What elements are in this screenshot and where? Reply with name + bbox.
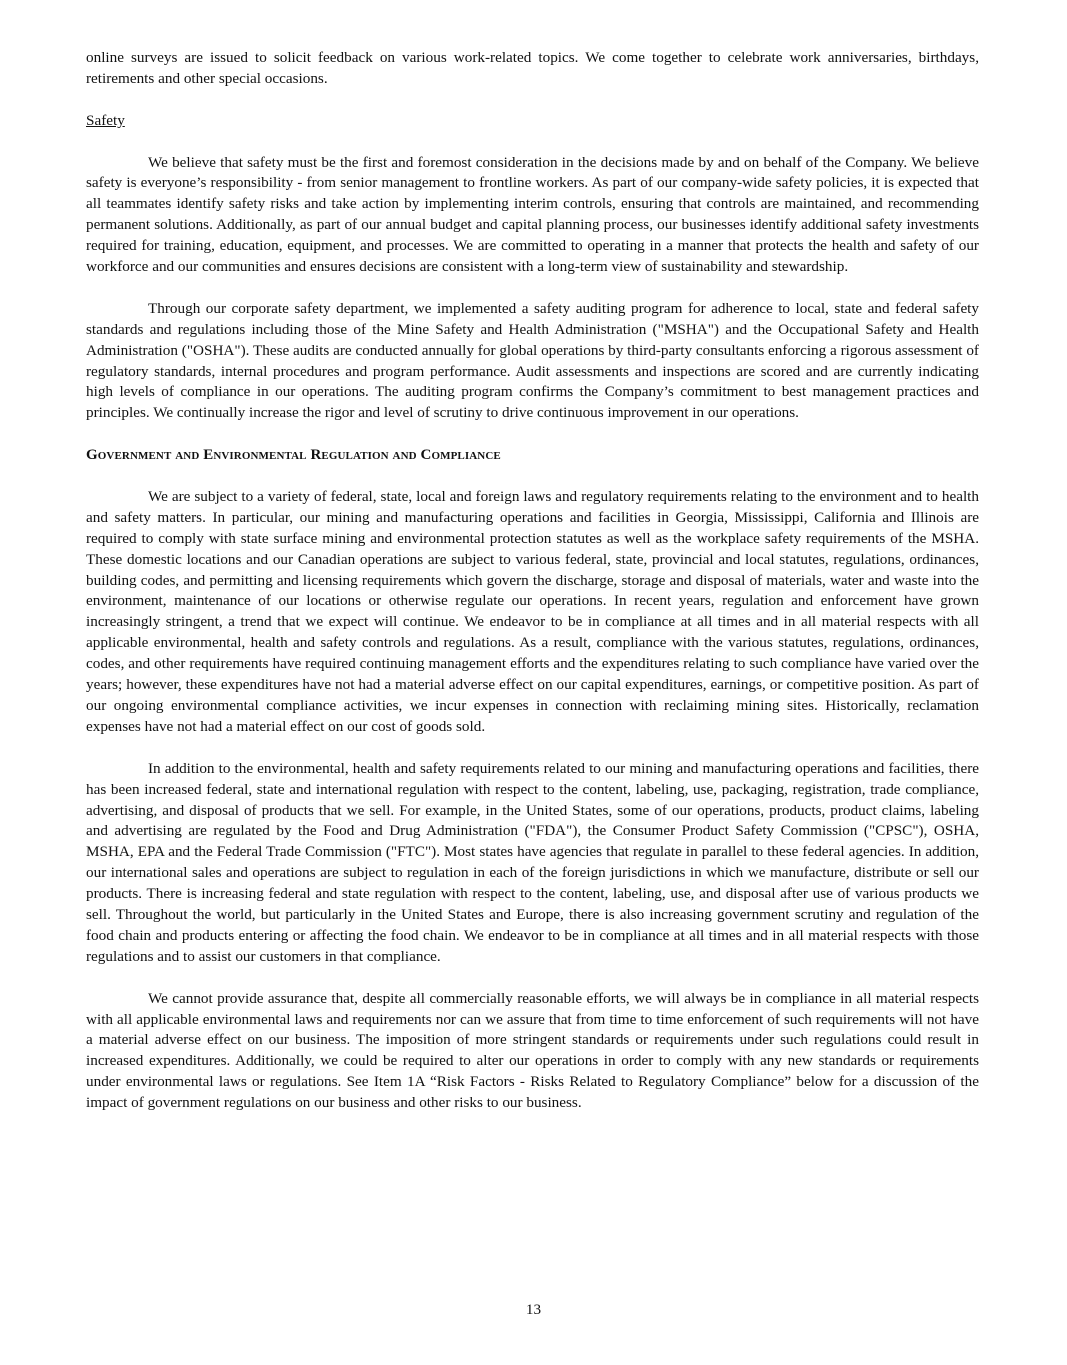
safety-paragraph-1: We believe that safety must be the first and foremost consideration in the decisions made by and on behalf of the Company. We believe safety is everyone’s responsibility - from senior management to frontline workers. As part of our company-wide safety policies, it is expected that all teammates identify safety risks and take action by implementing interim controls, ensuring that controls are maintained, and recommending permanent solutions. Additionally, as part of our annual budget and capital planning process, our businesses identify additional safety investments required for training, education, equipment, and processes. We are committed to operating in a manner that protects the health and safety of our workforce and our communities and ensures decisions are consistent with a long-term view of sustainability and stewardship. bbox=[86, 153, 979, 276]
regulation-paragraph-1: We are subject to a variety of federal, state, local and foreign laws and regulatory requirements relating to the environment and to health and safety matters. In particular, our mining and manufacturing operations and facilities in Georgia, Mississippi, California and Illinois are required to comply with state surface mining and environmental protection statutes as well as the workplace safety requirements of the MSHA. These domestic locations and our Canadian operations are subject to various federal, state, provincial and local statutes, regulations, ordinances, building codes, and permitting and licensing requirements which govern the discharge, storage and disposal of materials, water and waste into the environment, maintenance of our locations or otherwise regulate our operations. In recent years, regulation and enforcement have grown increasingly stringent, a trend that we expect will continue. We endeavor to be in compliance at all times and in all material respects with all applicable environmental, health and safety controls and regulations. As a result, compliance with the various statutes, regulations, ordinances, codes, and other requirements have required continuing management efforts and the expenditures relating to such compliance have varied over the years; however, these expenditures have not had a material adverse effect on our capital expenditures, earnings, or competitive position. As part of our ongoing environmental compliance activities, we incur expenses in connection with reclaiming mining sites. Historically, reclamation expenses have not had a material effect on our cost of goods sold. bbox=[86, 487, 979, 735]
safety-heading: Safety bbox=[86, 111, 125, 129]
regulation-paragraph-3: We cannot provide assurance that, despite all commercially reasonable efforts, we will always be in compliance in all material respects with all applicable environmental laws and requirements nor can we assure that from time to time enforcement of such requirements will not have a material adverse effect on our business. The imposition of more stringent standards or requirements under such regulations could result in increased expenditures. Additionally, we could be required to alter our operations in order to comply with any new standards or requirements under environmental laws or regulations. See Item 1A “Risk Factors - Risks Related to Regulatory Compliance” below for a discussion of the impact of government regulations on our business and other risks to our business. bbox=[86, 989, 979, 1112]
intro-continuation-paragraph: online surveys are issued to solicit feedback on various work-related topics. We come together to celebrate work anniversaries, birthdays, retirements and other special occasions. bbox=[86, 49, 979, 87]
safety-paragraph-2: Through our corporate safety department, we implemented a safety auditing program for adherence to local, state and federal safety standards and regulations including those of the Mine Safety and Health Administration ("MSHA") and the Occupational Safety and Health Administration ("OSHA"). These audits are conducted annually for global operations by third-party consultants enforcing a rigorous assessment of regulatory standards, internal procedures and program performance. Audit assessments and inspections are scored and are currently indicating high levels of compliance in our operations. The auditing program confirms the Company’s commitment to best management practices and principles. We continually increase the rigor and level of scrutiny to drive continuous improvement in our operations. bbox=[86, 299, 979, 422]
regulation-heading: Government and Environmental Regulation and Compliance bbox=[86, 447, 501, 464]
document-page bbox=[86, 48, 979, 1114]
page-number: 13 bbox=[525, 1301, 542, 1318]
regulation-paragraph-2: In addition to the environmental, health and safety requirements related to our mining and manufacturing operations and facilities, there has been increased federal, state and international regulation with respect to the content, labeling, use, packaging, registration, trade compliance, advertising, and disposal of products that we sell. For example, in the United States, some of our operations, products, product claims, labeling and advertising are regulated by the Food and Drug Administration ("FDA"), the Consumer Product Safety Commission ("CPSC"), OSHA, MSHA, EPA and the Federal Trade Commission ("FTC"). Most states have agencies that regulate in parallel to these federal agencies. In addition, our international sales and operations are subject to regulation in each of the foreign jurisdictions in which we manufacture, distribute or sell our products. There is increasing federal and state regulation with respect to the content, labeling, use, and disposal after use of various products we sell. Throughout the world, but particularly in the United States and Europe, there is also increasing government scrutiny and regulation of the food chain and products entering or affecting the food chain. We endeavor to be in compliance at all times and in all material respects with those regulations and to assist our customers in that compliance. bbox=[86, 759, 979, 965]
